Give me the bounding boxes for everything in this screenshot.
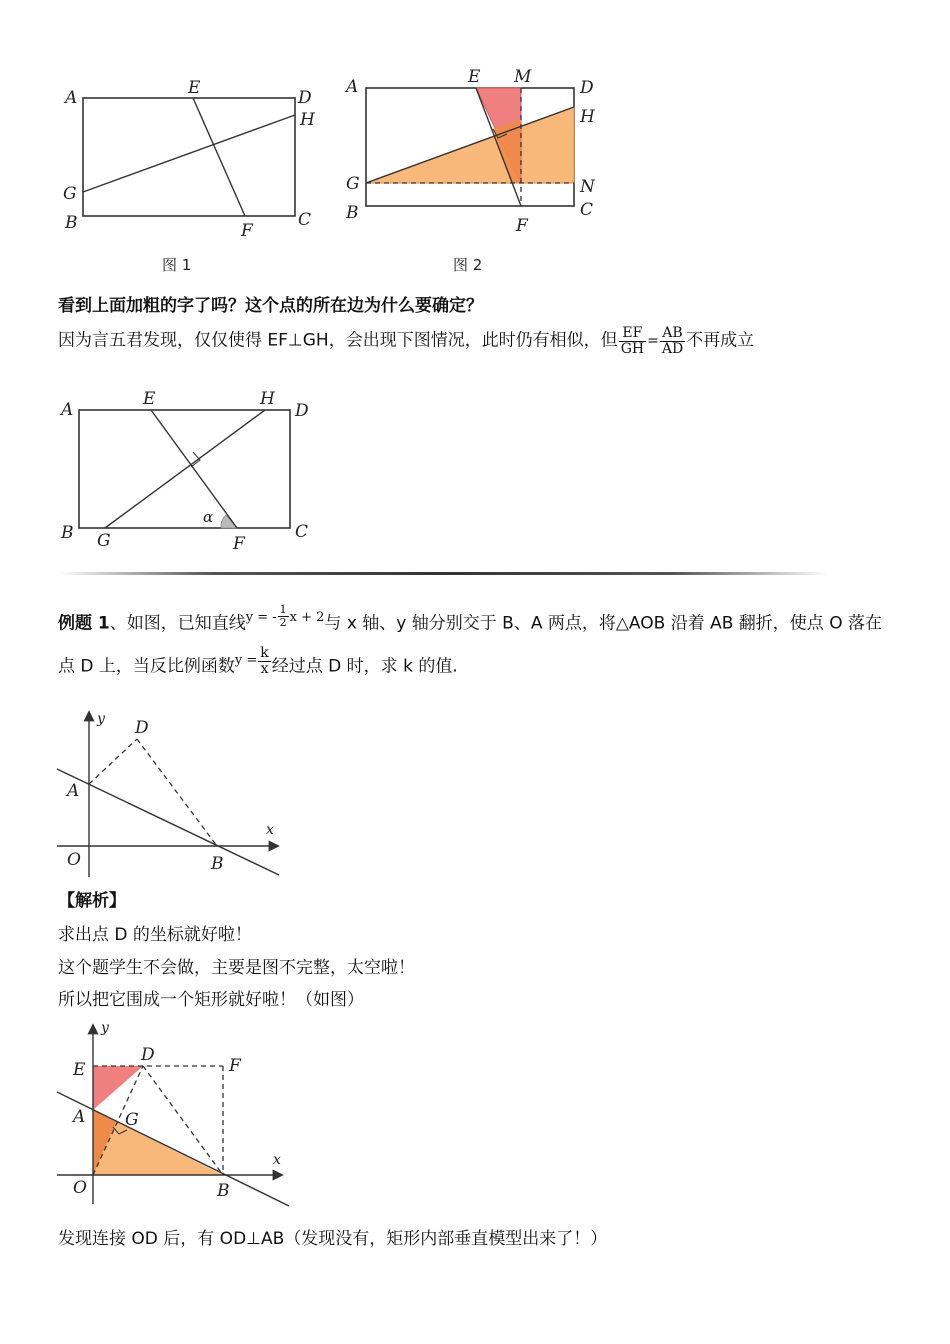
fig5-label-a: A (73, 1107, 86, 1127)
equals-sign: = (647, 333, 659, 350)
inverse-equation-left: y = (234, 653, 258, 669)
fig4-line-ab (57, 769, 279, 875)
fig5-label-y: y (101, 1020, 109, 1036)
ratio-ab-ad-denominator: AD (661, 340, 684, 357)
fig2-label-e: E (468, 67, 481, 87)
solution-line-2: 这个题学生不会做，主要是图不完整，太空啦！ (58, 958, 415, 978)
ratio-ef-gh-denominator: GH (620, 340, 645, 357)
fig5-label-b: B (217, 1181, 230, 1201)
fig1-label-b: B (65, 213, 78, 233)
example-line-1 (58, 603, 882, 636)
fig1-label-e: E (188, 78, 201, 98)
fig5-label-o: O (73, 1178, 87, 1198)
fig5-line-ab (57, 1092, 289, 1206)
fig1-label-a: A (65, 88, 78, 108)
fig3-label-alpha: α (203, 508, 214, 526)
conclusion-text: 发现连接 OD 后，有 OD⊥AB（发现没有，矩形内部垂直模型出来了！） (58, 1229, 608, 1249)
fig2-label-n: N (580, 177, 595, 197)
fig4-label-y: y (97, 711, 105, 727)
slope-denominator: 2 (279, 615, 287, 629)
fig4-label-b: B (211, 854, 224, 874)
fig4-label-o: O (67, 850, 81, 870)
solution-line-3: 所以把它围成一个矩形就好啦！（如图） (58, 990, 364, 1010)
fig1-label-f: F (241, 221, 253, 241)
fig1-rectangle (83, 98, 295, 216)
fig1-label-d: D (298, 88, 312, 108)
fig2-label-f: F (516, 216, 528, 236)
fig3-label-f: F (233, 534, 245, 554)
because-tail: 不再成立 (686, 330, 755, 351)
fig2-label-h: H (580, 107, 595, 127)
fig3-line-ef (151, 410, 237, 528)
example-sep: 、 (109, 613, 127, 634)
fig4-label-a: A (67, 781, 80, 801)
fig2-label-d: D (580, 78, 594, 98)
fig3-label-b: B (61, 523, 74, 543)
line-slope-fraction (278, 604, 289, 628)
fig5-label-g: G (125, 1110, 139, 1130)
solution-heading: 【解析】 (58, 891, 126, 911)
fig5-label-x: x (273, 1152, 281, 1168)
example-label: 例题 1 (58, 613, 110, 634)
example-text-3: 点 D 上，当反比例函数 (58, 656, 235, 677)
fig1-label-c: C (298, 210, 312, 230)
example-line-2 (58, 645, 458, 682)
ratio-ef-gh (619, 326, 646, 356)
fig5-label-d: D (141, 1045, 155, 1065)
slope-numerator: 1 (279, 603, 287, 616)
fig3-line-gh (105, 410, 265, 528)
fig5-label-e: E (73, 1060, 86, 1080)
fig5-red-triangle (93, 1066, 143, 1110)
example-text-4: 经过点 D 时，求 k 的值. (271, 656, 458, 677)
fig3-label-a: A (61, 400, 74, 420)
fig2-label-g: G (346, 174, 360, 194)
fig1-label-g: G (63, 184, 77, 204)
fig3-label-d: D (295, 401, 309, 421)
fig3-label-c: C (295, 522, 309, 542)
fig4-label-d: D (135, 718, 149, 738)
figure-4 (55, 705, 290, 883)
section-divider (58, 572, 828, 575)
fig1-line-ef (193, 98, 245, 216)
figure-1 (55, 75, 325, 275)
solution-line-1: 求出点 D 的坐标就好啦！ (58, 925, 252, 945)
inverse-numerator: k (260, 645, 269, 661)
fig1-label-h: H (300, 110, 315, 130)
fig3-label-g: G (97, 531, 111, 551)
ratio-ab-ad (660, 326, 685, 356)
because-text: 因为言五君发现，仅仅使得 EF⊥GH，会出现下图情况，此时仍有相似，但 (58, 330, 618, 351)
figure-2 (340, 62, 615, 275)
figure-5 (55, 1018, 295, 1208)
fig4-dashed-ad (89, 739, 137, 784)
line-equation-right: x + 2 (289, 610, 325, 626)
fig1-caption: 图 1 (162, 256, 192, 274)
ratio-ab-ad-numerator: AB (660, 326, 685, 342)
because-line (58, 326, 754, 356)
fig2-label-m: M (514, 67, 532, 87)
fig2-label-c: C (580, 200, 594, 220)
inverse-fraction (258, 646, 270, 676)
fig4-label-x: x (266, 822, 274, 838)
fig3-label-e: E (143, 389, 156, 409)
figure-3 (55, 385, 325, 555)
example-text-2: 与 x 轴、y 轴分别交于 B、A 两点，将△AOB 沿着 AB 翻折，使点 O 落在 (324, 613, 882, 634)
fig1-line-gh (83, 115, 295, 192)
example-text-1: 如图，已知直线 (126, 613, 246, 634)
fig2-caption: 图 2 (453, 256, 483, 274)
fig3-label-h: H (260, 389, 275, 409)
fig4-dashed-db (137, 739, 217, 846)
line-equation-left: y = - (245, 610, 277, 626)
ratio-ef-gh-numerator: EF (619, 326, 646, 342)
fig5-label-f: F (229, 1056, 241, 1076)
fig2-label-a: A (346, 77, 359, 97)
question-text: 看到上面加粗的字了吗？这个点的所在边为什么要确定？ (58, 296, 483, 316)
fig2-label-b: B (346, 203, 359, 223)
inverse-denominator: x (260, 660, 269, 677)
